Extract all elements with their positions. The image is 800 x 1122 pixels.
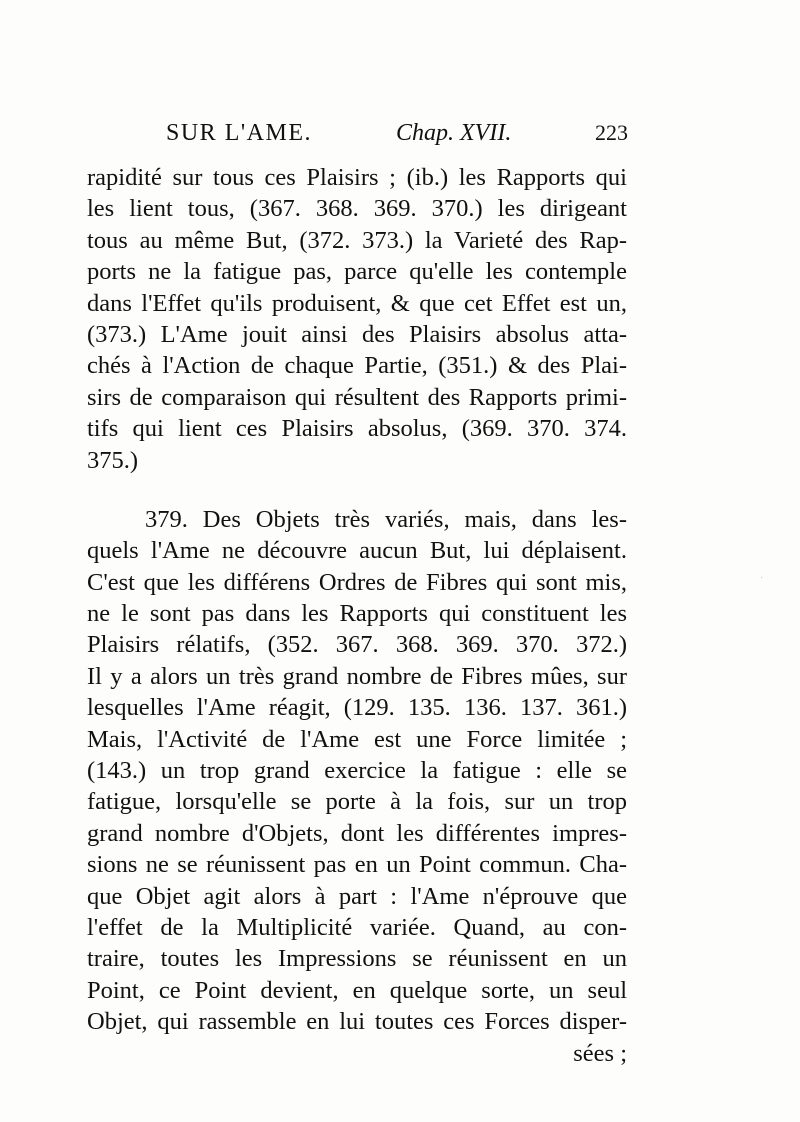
text-line: tifs qui lient ces Plaisirs absolus, (369. 370. 374. — [87, 415, 627, 443]
text-line: chés à l'Action de chaque Partie, (351.) & des Plai- — [87, 352, 627, 380]
text-line: Mais, l'Activité de l'Ame est une Force limitée ; — [87, 725, 627, 753]
text-line: lesquelles l'Ame réagit, (129. 135. 136. 137. 361.) — [87, 694, 627, 722]
running-head-title: SUR L'AME. — [166, 120, 313, 146]
text-line: (373.) L'Ame jouit ainsi des Plaisirs absolus atta- — [87, 320, 627, 348]
catchword: sées ; — [573, 1039, 627, 1067]
text-line: les lient tous, (367. 368. 369. 370.) les dirigeant — [87, 195, 627, 223]
text-line: Plaisirs rélatifs, (352. 367. 368. 369. 370. 372.) — [87, 631, 627, 659]
text-line: sirs de comparaison qui résultent des Rapports primi- — [87, 383, 627, 411]
paragraph-gap — [87, 476, 627, 504]
text-line: 375.) — [87, 446, 139, 474]
text-line: quels l'Ame ne découvre aucun But, lui déplaisent. — [87, 537, 627, 565]
text-line: Point, ce Point devient, en quelque sorte, un seul — [87, 976, 627, 1004]
page-number: 223 — [595, 120, 628, 145]
paragraph-379 — [87, 504, 627, 1038]
paragraph-continuation — [87, 162, 627, 476]
running-head — [166, 116, 628, 150]
text-line: sions ne se réunissent pas en un Point commun. Cha- — [87, 851, 627, 879]
text-line: 379. Des Objets très variés, mais, dans les- — [145, 505, 627, 533]
text-block — [87, 162, 627, 1069]
text-line: (143.) un trop grand exercice la fatigue : elle se — [87, 757, 627, 785]
text-line: C'est que les différens Ordres de Fibres qui sont mis, — [87, 568, 627, 596]
text-line: rapidité sur tous ces Plaisirs ; (ib.) les Rapports qui — [87, 164, 627, 191]
text-line: ports ne la fatigue pas, parce qu'elle les contemple — [87, 258, 627, 286]
text-line: que Objet agit alors à part : l'Ame n'éprouve que — [87, 882, 627, 910]
text-line: fatigue, lorsqu'elle se porte à la fois, sur un trop — [87, 788, 627, 816]
text-line: traire, toutes les Impressions se réunissent en un — [87, 945, 627, 973]
text-line: l'effet de la Multiplicité variée. Quand, au con- — [87, 913, 627, 941]
text-line: grand nombre d'Objets, dont les différentes impres- — [87, 819, 627, 847]
text-line: dans l'Effet qu'ils produisent, & que cet Effet est un, — [87, 289, 627, 317]
paper-speck: · — [760, 573, 764, 584]
text-line: ne le sont pas dans les Rapports qui constituent les — [87, 600, 627, 628]
text-line: tous au même But, (372. 373.) la Varieté des Rap- — [87, 226, 627, 254]
running-head-chapter: Chap. XVII. — [396, 120, 512, 146]
text-line: Objet, qui rassemble en lui toutes ces Forces disper- — [87, 1008, 627, 1036]
text-line: Il y a alors un très grand nombre de Fibres mûes, sur — [87, 662, 627, 690]
